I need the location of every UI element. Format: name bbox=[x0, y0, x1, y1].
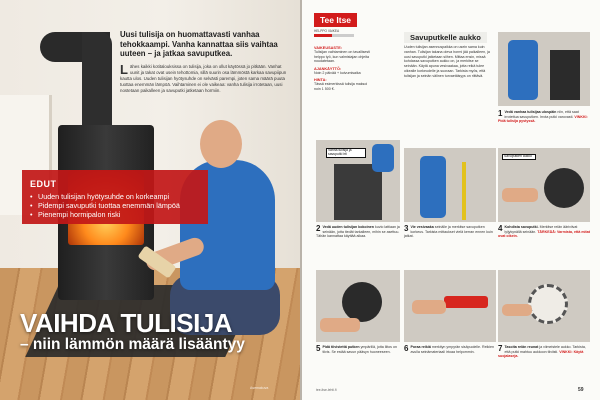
section-title: Savuputkelle aukko bbox=[404, 32, 487, 43]
step-3-photo bbox=[404, 148, 496, 222]
info-key: AJANKÄYTTÖ: bbox=[314, 66, 342, 71]
step-title: Vie vesivaaka bbox=[410, 225, 434, 229]
page-headline: VAIHDA TULISIJA bbox=[20, 308, 233, 338]
article-body bbox=[120, 64, 292, 94]
step-5-caption bbox=[316, 345, 400, 354]
step-1-caption bbox=[498, 110, 592, 124]
step-2-photo bbox=[316, 140, 400, 222]
info-sidebar bbox=[314, 43, 370, 92]
step-number: 5 bbox=[316, 344, 321, 353]
benefits-box bbox=[22, 170, 208, 224]
step-6-photo bbox=[404, 270, 496, 342]
step-7-photo bbox=[498, 270, 590, 342]
right-footer: tee-itse-lehti.fi bbox=[316, 388, 337, 392]
step-number: 7 bbox=[498, 344, 503, 353]
step-text: niin, että saat irrotettua savuputken. Irrota putki varovasti. bbox=[504, 110, 579, 119]
step-title: Pidä tiivistettä putken bbox=[322, 345, 360, 349]
step-2-caption bbox=[316, 225, 400, 239]
step-number: 6 bbox=[404, 344, 409, 353]
step-title: Poraa reikiä bbox=[410, 345, 431, 349]
benefit-item: • Uuden tulisijan hyötysuhde on korkeampi bbox=[30, 192, 202, 201]
step-6-caption bbox=[404, 345, 496, 354]
photo-label: Savuputken aukko bbox=[502, 154, 536, 160]
right-page bbox=[302, 0, 600, 400]
step-7-caption bbox=[498, 345, 592, 359]
tee-itse-badge: Tee Itse bbox=[314, 13, 357, 27]
step-title: Kohdista savuputki. bbox=[504, 225, 539, 229]
step-tip: TÄRKEÄÄ: Varmista, että mitat ovat oikein. bbox=[498, 229, 590, 239]
intro-text: Uuden tulisijan asennuspaikka on usein sama kuin vanhan. Tulisijan takana oleva hormi jää paikalleen, ja uusi savuputki jatketaan siihen. Mittaa ensin, missä kohdassa savuputken aukko on, ja merkitse se seinään. Käytä apuna vesivaakaa, jotta reikä tulee oikealle korkeudelle ja suoraan. Tarkista myös, että tulisijan ja seinän välinen turvaetäisyys on riittävä. bbox=[404, 45, 490, 78]
benefits-title: EDUT bbox=[30, 179, 57, 189]
info-value: Tässä esimerkissä tulisija maksoi noin 1 500 €. bbox=[314, 82, 368, 91]
info-value: Tulisijan vaihtaminen on tavallisesti helppo työ, kun valmistajan ohjeita noudatetaan. bbox=[314, 50, 370, 64]
step-3-caption bbox=[404, 225, 496, 239]
info-value: Noin 2 päivää + kuivumisaika bbox=[314, 70, 361, 75]
step-tip: VINKKI: Pidä tulisija pystyssä. bbox=[498, 114, 588, 124]
article-lede: Uusi tulisija on huomattavasti vanhaa tehokkaampi. Vanha kannattaa siis vaihtaa uuteen – ja jatkaa savuputkea. bbox=[120, 30, 278, 58]
page-number: 59 bbox=[578, 387, 584, 393]
step-number: 4 bbox=[498, 224, 503, 233]
benefit-item: • Pienempi hormipalon riski bbox=[30, 210, 202, 219]
photo-label: Vanha tulisija ja savuputki irti bbox=[326, 148, 366, 158]
step-5-photo bbox=[316, 270, 400, 342]
page-subheadline: – niin lämmön määrä lisääntyy bbox=[20, 336, 245, 353]
difficulty-bar bbox=[314, 34, 354, 37]
step-text: Merkitse reiän ääriviivat lyijykynällä seinään. bbox=[504, 225, 578, 234]
step-title: Tasoita reiän reunat bbox=[504, 345, 539, 349]
step-4-caption bbox=[498, 225, 592, 239]
benefit-item: • Pidempi savuputki tuottaa enemmän lämpöä bbox=[30, 201, 202, 210]
step-number: 3 bbox=[404, 224, 409, 233]
step-text: kuvio lattiaan ja seinään, jotta tiedät tarkalleen, mihin se asettuu. Tähän kannattaa käyttää aikaa. bbox=[316, 225, 400, 239]
step-title: Vedä vanhaa tulisijaa ulospäin bbox=[504, 110, 557, 114]
headline-block bbox=[20, 310, 300, 354]
drop-cap: L bbox=[120, 62, 128, 77]
step-number: 1 bbox=[498, 109, 503, 118]
article-body-text: ähes kaikki kotitalouksissa on tulisija, joka on ollut käytössä jo pitkään. Vanhat uunit ja takat ovat usein tehottomia, sillä suurin osa lämmöstä karkaa savupiipun kautta ulos. Uuden tulisijan hyötysuhde on selvästi parempi, joten sama määrä puuta tuottaa enemmän lämpöä. Vaihtaminen ei ole vaikeaa: vanha tulisija irrotetaan, uusi nostetaan paikalleen ja savuputki jatketaan hormiin. bbox=[120, 64, 287, 93]
step-1-photo bbox=[498, 32, 590, 106]
benefits-list bbox=[30, 192, 202, 219]
step-tip: VINKKI: Käytä suojalaseja. bbox=[498, 349, 584, 359]
difficulty-meter bbox=[314, 29, 354, 37]
info-key: HINTA: bbox=[314, 78, 327, 83]
difficulty-labels: HELPPO VAIKEA bbox=[314, 29, 340, 33]
step-title: Vedä uuden tulisijan kokoinen bbox=[322, 225, 374, 229]
step-text: merkityn ympyrän sisäpuolelle. Reikien avulla seinämateriaali irtoaa helpommin. bbox=[410, 345, 494, 354]
step-number: 2 bbox=[316, 224, 321, 233]
left-footer: Asemakuva bbox=[250, 386, 269, 390]
step-text: ympärillä, jotta liitos on tiivis. Se estää savun pääsyn huoneeseen. bbox=[322, 345, 397, 354]
stove-flue-riser bbox=[82, 32, 112, 132]
step-text: ja viimeistele aukko. Tarkista, että putki mahtuu aukkoon tiiviisti. bbox=[504, 345, 586, 354]
step-text: seinälle ja merkitse savuputken korkeus. Tarkista mittaukset vielä kerran ennen kuin jatkat. bbox=[404, 225, 493, 239]
step-4-photo bbox=[498, 148, 590, 222]
info-key: VAIKEUSASTE: bbox=[314, 46, 342, 50]
man-head bbox=[200, 120, 242, 168]
